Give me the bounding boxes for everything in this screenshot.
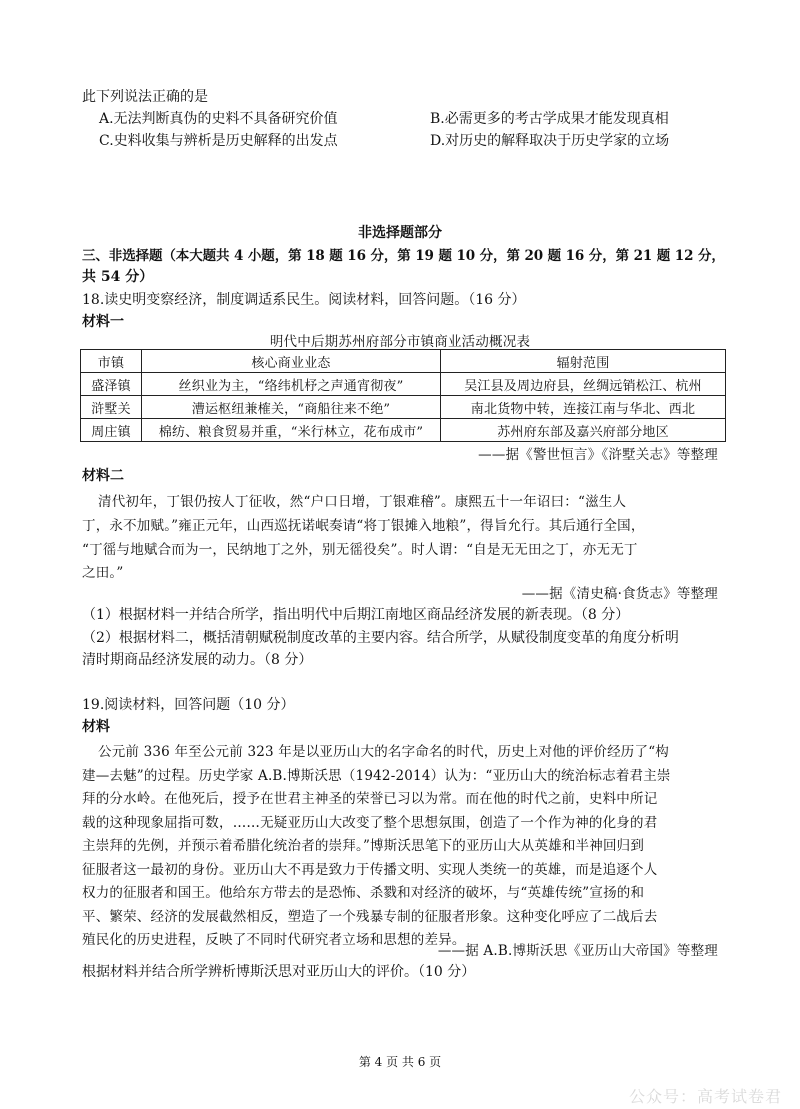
q18-table-title: 明代中后期苏州府部分市镇商业活动概况表 [269,334,531,350]
q19-material-label: 材料 [82,719,110,735]
q19-material-line: 建—去魅”的过程。历史学家 A.B.博斯沃思（1942-2014）认为：“亚历山大的统治标志着君主崇 [82,768,671,784]
table-header-row [81,350,726,373]
q18-material2-line: 丁，永不加赋。”雍正元年，山西巡抚诺岷奏请“将丁银摊入地粮”，得旨允行。其后通行全国， [82,518,645,534]
q17-option-d: D.对历史的解释取决于历史学家的立场 [430,133,670,149]
q17-option-a: A.无法判断真伪的史料不具备研究价值 [99,111,338,127]
q18-material2-line: 之田。” [82,565,124,581]
table-row [81,373,726,396]
q18-market-table [80,349,726,442]
q19-question: 根据材料并结合所学辨析博斯沃思对亚历山大的评价。（10 分） [82,964,476,980]
q19-material-line: 载的这种现象屈指可数，……无疑亚历山大改变了整个思想氛围，创造了一个作为神的化身的君 [82,815,658,831]
q18-subquestion-2-line1: （2）根据材料二，概括清朝赋税制度改革的主要内容。结合所学，从赋役制度变革的角度分析明 [82,630,679,646]
q19-material-source: ——据 A.B.博斯沃思《亚历山大帝国》等整理 [437,943,718,959]
table-cell: 棉纺、粮食贸易并重，“米行林立，花布成市” [142,419,441,442]
q19-material-line: 权力的征服者和国王。他给东方带去的是恐怖、杀戮和对经济的破坏，与“英雄传统”宣扬的和 [82,885,645,901]
q17-option-c: C.史料收集与辨析是历史解释的出发点 [99,133,338,149]
table-cell: 吴江县及周边府县，丝绸远销松江、杭州 [441,373,726,396]
section-heading-line1: 三、非选择题（本大题共 4 小题，第 18 题 16 分，第 19 题 10 分，第 20 题 16 分，第 21 题 12 分， [82,248,725,264]
table-cell: 盛泽镇 [81,373,142,396]
table-row [81,396,726,419]
section-title: 非选择题部分 [358,225,442,241]
section-heading-line2: 共 54 分） [82,269,154,285]
q18-stem: 18.读史明变察经济，制度调适系民生。阅读材料，回答问题。（16 分） [82,292,526,308]
q18-material2-line: “丁徭与地赋合而为一，民纳地丁之外，别无徭役矣”。时人谓：“自是无无田之丁，亦无无丁 [82,542,638,558]
q18-material2-label: 材料二 [82,468,124,484]
q19-material-line: 公元前 336 年至公元前 323 年是以亚历山大的名字命名的时代，历史上对他的评价经历了“构 [98,744,670,760]
q19-material-line: 征服者这一最初的身份。亚历山大不再是致力于传播文明、实现人类统一的英雄，而是追逐个人 [82,862,658,878]
table-header-cell: 核心商业业态 [142,350,441,373]
table-cell: 周庄镇 [81,419,142,442]
table-header-cell: 辐射范围 [441,350,726,373]
q17-stem-tail: 此下列说法正确的是 [82,89,208,105]
table-cell: 丝织业为主，“络纬机杼之声通宵彻夜” [142,373,441,396]
q18-subquestion-1: （1）根据材料一并结合所学，指出明代中后期江南地区商品经济发展的新表现。（8 分） [82,607,630,623]
q19-stem: 19.阅读材料，回答问题（10 分） [82,697,295,713]
q17-option-b: B.必需更多的考古学成果才能发现真相 [430,111,669,127]
table-cell: 南北货物中转，连接江南与华北、西北 [441,396,726,419]
page-number: 第 4 页 共 6 页 [358,1055,442,1069]
q18-material2-line: 清代初年，丁银仍按人丁征收，然“户口日增，丁银难稽”。康熙五十一年诏曰：“滋生人 [98,494,627,510]
q19-material-line: 平、繁荣、经济的发展截然相反，塑造了一个残暴专制的征服者形象。这种变化呼应了二战后去 [82,909,658,925]
q18-material1-label: 材料一 [82,314,124,330]
watermark: 公众号：高考试卷君 [628,1087,782,1106]
q19-material-line: 殖民化的历史进程，反映了不同时代研究者立场和思想的差异。 [82,932,466,948]
table-cell: 浒墅关 [81,396,142,419]
q19-material-line: 主崇拜的先例，并预示着希腊化统治者的崇拜。”博斯沃思笔下的亚历山大从英雄和半神回归到 [82,838,645,854]
table-cell: 漕运枢纽兼榷关，“商船往来不绝” [142,396,441,419]
q19-material-line: 拜的分水岭。在他死后，授予在世君主神圣的荣誉已习以为常。而在他的时代之前，史料中所记 [82,791,658,807]
q18-material1-source: ——据《警世恒言》《浒墅关志》等整理 [478,447,718,463]
q18-subquestion-2-line2: 清时期商品经济发展的动力。（8 分） [82,652,313,668]
table-header-cell: 市镇 [81,350,142,373]
q18-material2-source: ——据《清史稿·食货志》等整理 [521,586,718,602]
table-cell: 苏州府东部及嘉兴府部分地区 [441,419,726,442]
table-row [81,419,726,442]
